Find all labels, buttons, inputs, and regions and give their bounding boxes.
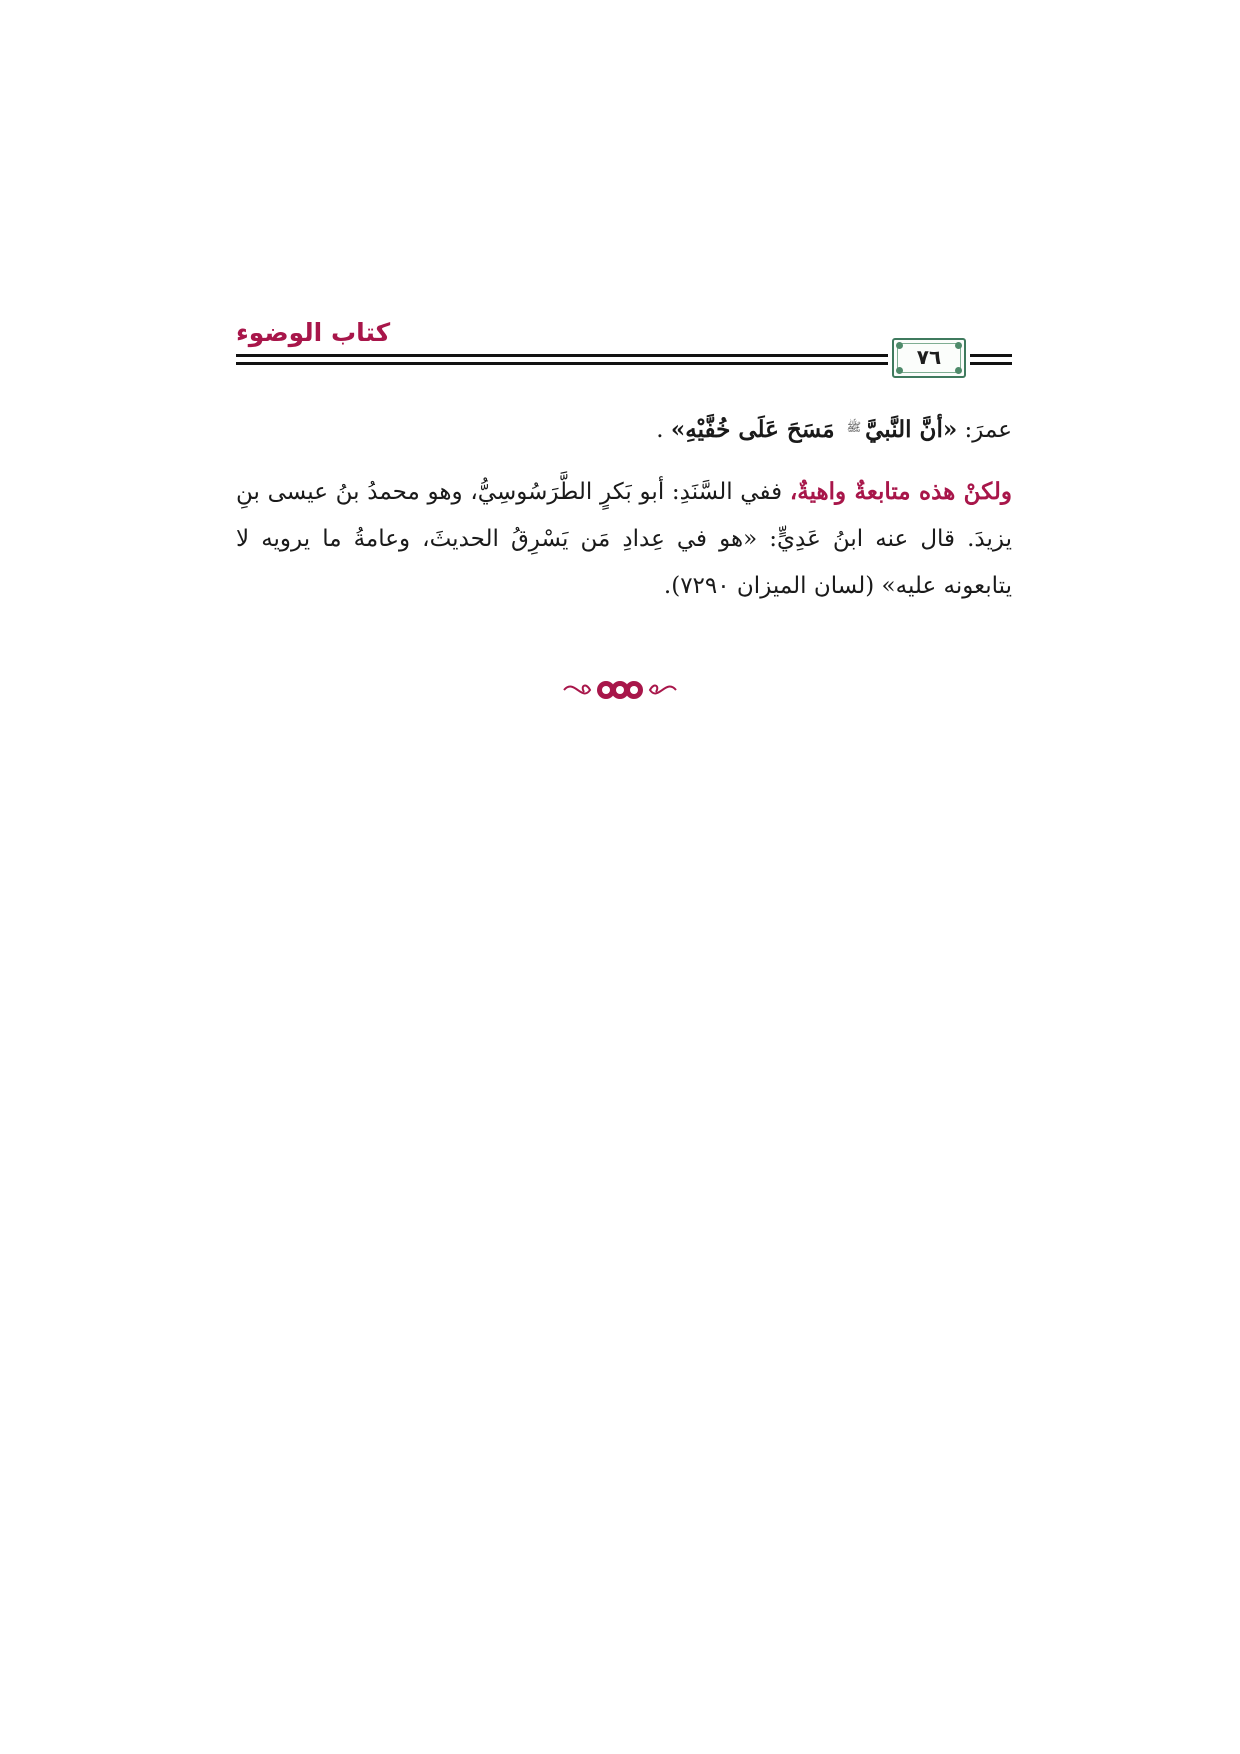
section-end-ornament xyxy=(560,672,680,708)
paragraph-2 xyxy=(236,468,1012,610)
paragraph-1 xyxy=(236,404,1012,454)
page-number: ٧٦ xyxy=(916,345,942,369)
page-header xyxy=(236,318,1012,378)
body-text xyxy=(236,404,1012,610)
para1-tail: . xyxy=(656,417,664,443)
para2-text: ففي السَّنَدِ: أبو بَكرٍ الطَّرَسُوسِيُّ، وهو محمدُ بنُ عيسى بنِ يزيدَ. قال عنه ابنُ عَدِيٍّ: «هو في عِدادِ مَن يَسْرِقُ الحديثَ، وعامةُ ما يرويه لا يتابعونه عليه» (لسان الميزان ٧٢٩٠). xyxy=(236,479,1012,599)
para2-highlight: ولكنْ هذه متابعةٌ واهيةٌ، xyxy=(789,478,1013,505)
header-rule-top xyxy=(236,354,888,357)
page-number-frame xyxy=(892,338,966,378)
header-rule-right-bottom xyxy=(970,362,1012,365)
header-rule-right-top xyxy=(970,354,1012,357)
hadith-quote-end: مَسَحَ عَلَى خُفَّيْهِ» xyxy=(670,416,843,443)
salawat-mark: ﷺ xyxy=(846,420,862,434)
para1-lead: عمرَ: xyxy=(957,417,1012,443)
book-title: كتاب الوضوء xyxy=(236,318,391,347)
header-rule-bottom xyxy=(236,362,888,365)
hadith-quote-start: «أنَّ النَّبيَّ xyxy=(865,416,958,443)
